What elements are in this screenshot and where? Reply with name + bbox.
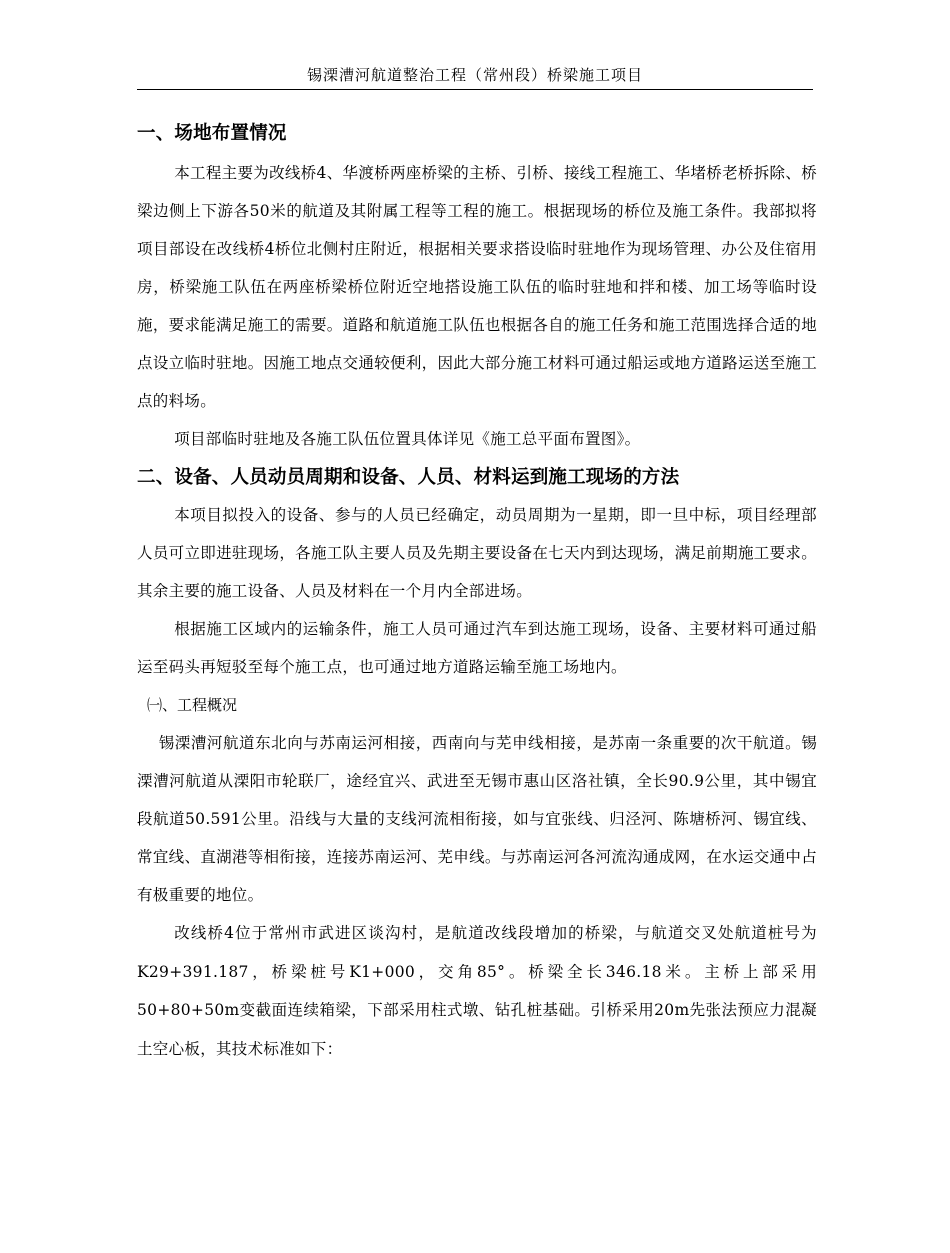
paragraph-waterway-overview: 锡溧漕河航道东北向与苏南运河相接，西南向与芜申线相接，是苏南一条重要的次干航道。锡溧漕河航道从溧阳市轮联厂，途经宜兴、武进至无锡市惠山区洛社镇，全长90.9公里，其中锡宜段航道50.591公里。沿线与大量的支线河流相衔接，如与宜张线、归泾河、陈塘桥河、锡宜线、常宜线、直湖港等相衔接，连接苏南运河、芜申线。与苏南运河各河流沟通成网，在水运交通中占有极重要的地位。 xyxy=(137,734,817,904)
paragraph-mobilization-period: 本项目拟投入的设备、参与的人员已经确定，动员周期为一星期，即一旦中标，项目经理部人员可立即进驻现场，各施工队主要人员及先期主要设备在七天内到达现场，满足前期施工要求。其余主要的施工设备、人员及材料在一个月内全部进场。 xyxy=(137,506,817,600)
paragraph-site-layout: 本工程主要为改线桥4、华渡桥两座桥梁的主桥、引桥、接线工程施工、华堵桥老桥拆除、桥梁边侧上下游各50米的航道及其附属工程等工程的施工。根据现场的桥位及施工条件。我部拟将项目部设在改线桥4桥位北侧村庄附近，根据相关要求搭设临时驻地作为现场管理、办公及住宿用房，桥梁施工队伍在两座桥梁桥位附近空地搭设施工队伍的临时驻地和拌和楼、加工场等临时设施，要求能满足施工的需要。道路和航道施工队伍也根据各自的施工任务和施工范围选择合适的地点设立临时驻地。因施工地点交通较便利，因此大部分施工材料可通过船运或地方道路运送至施工点的料场。 xyxy=(137,164,817,410)
subsection-heading-project-overview: ㈠、工程概况 xyxy=(147,696,238,714)
paragraph-site-plan-reference: 项目部临时驻地及各施工队伍位置具体详见《施工总平面布置图》。 xyxy=(174,430,641,448)
page-header: 锡溧漕河航道整治工程（常州段）桥梁施工项目 xyxy=(137,63,813,90)
paragraph-bridge-overview: 改线桥4位于常州市武进区谈沟村，是航道改线段增加的桥梁，与航道交叉处航道桩号为K29+391.187，桥梁桩号K1+000，交角85°。桥梁全长346.18米。主桥上部采用50+80+50m变截面连续箱梁，下部采用柱式墩、钻孔桩基础。引桥采用20m先张法预应力混凝土空心板，其技术标准如下： xyxy=(137,924,817,1058)
document-body xyxy=(137,112,817,1068)
section-heading-mobilization: 二、设备、人员动员周期和设备、人员、材料运到施工现场的方法 xyxy=(137,467,680,488)
paragraph-transport-method: 根据施工区域内的运输条件，施工人员可通过汽车到达施工现场，设备、主要材料可通过船运至码头再短驳至每个施工点，也可通过地方道路运输至施工场地内。 xyxy=(137,620,817,676)
section-heading-site-layout: 一、场地布置情况 xyxy=(137,123,287,144)
